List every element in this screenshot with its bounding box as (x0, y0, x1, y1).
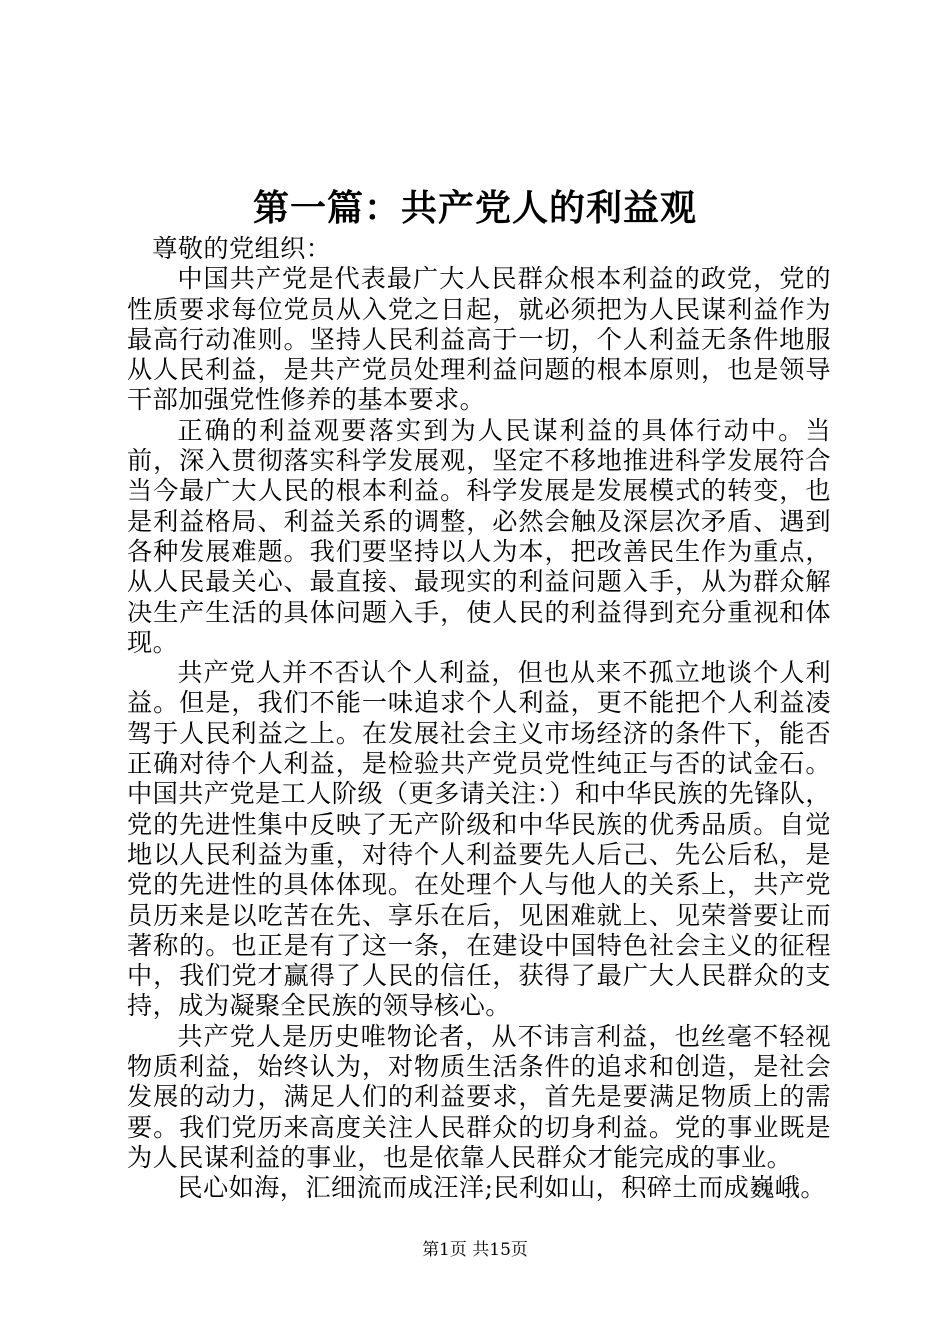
paragraph: 正确的利益观要落实到为人民谋利益的具体行动中。当前，深入贯彻落实科学发展观，坚定不移地推进科学发展符合当今最广大人民的根本利益。科学发展是发展模式的转变，也是利益格局、利益关系的调整，必然会触及深层次矛盾、遇到各种发展难题。我们要坚持以人为本，把改善民生作为重点，从人民最关心、最直接、最现实的利益问题入手，从为群众解决生产生活的具体问题入手，使人民的利益得到充分重视和体现。 (127, 415, 831, 657)
paragraph: 共产党人并不否认个人利益，但也从来不孤立地谈个人利益。但是，我们不能一味追求个人利益，更不能把个人利益凌驾于人民利益之上。在发展社会主义市场经济的条件下，能否正确对待个人利益，是检验共产党员党性纯正与否的试金石。中国共产党是工人阶级（更多请关注：）和中华民族的先锋队，党的先进性集中反映了无产阶级和中华民族的优秀品质。自觉地以人民利益为重，对待个人利益要先人后己、先公后私，是党的先进性的具体体现。在处理个人与他人的关系上，共产党员历来是以吃苦在先、享乐在后，见困难就上、见荣誉要让而著称的。也正是有了这一条，在建设中国特色社会主义的征程中，我们党才赢得了人民的信任，获得了最广大人民群众的支持，成为凝聚全民族的领导核心。 (127, 658, 831, 1021)
paragraph: 共产党人是历史唯物论者，从不讳言利益，也丝毫不轻视物质利益，始终认为，对物质生活条件的追求和创造，是社会发展的动力，满足人们的利益要求，首先是要满足物质上的需要。我们党历来高度关注人民群众的切身利益。党的事业既是为人民谋利益的事业，也是依靠人民群众才能完成的事业。 (127, 1021, 831, 1172)
paragraph: 中国共产党是代表最广大人民群众根本利益的政党，党的性质要求每位党员从入党之日起，就必须把为人民谋利益作为最高行动准则。坚持人民利益高于一切，个人利益无条件地服从人民利益，是共产党员处理利益问题的根本原则，也是领导干部加强党性修养的基本要求。 (127, 264, 831, 415)
paragraph: 民心如海，汇细流而成汪洋;民利如山，积碎土而成巍峨。 (177, 1173, 826, 1203)
page-title: 第一篇：共产党人的利益观 (252, 187, 697, 229)
document-body (127, 234, 831, 1204)
salutation: 尊敬的党组织： (152, 234, 332, 263)
page-number-footer: 第1页 共15页 (422, 1240, 528, 1260)
